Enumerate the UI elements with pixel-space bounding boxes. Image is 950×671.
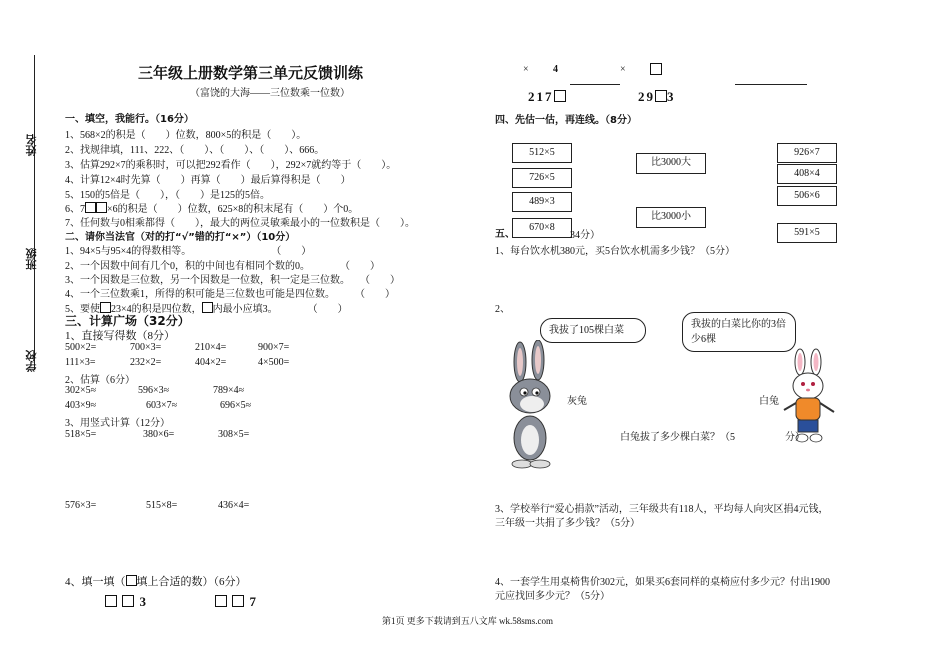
part5-question-3-line-1: 3、学校举行“爱心捐款”活动，三年级共有118人，平均每人向灾区捐4元钱， bbox=[495, 504, 829, 515]
estimate-item: 403×9≈ bbox=[65, 400, 97, 411]
blank-box-icon bbox=[105, 595, 117, 607]
page-footer: 第1页 更多下载请到五八文库 wk.58sms.com bbox=[382, 616, 554, 626]
blank-box-icon bbox=[96, 202, 107, 213]
part5-heading-pre: 五、 bbox=[495, 229, 515, 240]
compare-box-less[interactable]: 比3000小 bbox=[636, 207, 706, 228]
white-rabbit-speech-bubble: 我拔的白菜比你的3倍少6棵 bbox=[682, 312, 796, 352]
result-2-digits: 29 bbox=[638, 89, 655, 104]
part1-item-7: 7、任何数与0相乘都得（ ），最大的两位灵敏乘最小的一位数积是（ ）。 bbox=[65, 218, 415, 229]
estimate-box-left[interactable]: 489×3 bbox=[512, 192, 572, 212]
part5-question-1: 1、每台饮水机380元，买5台饮水机需多少钱？（5分） bbox=[495, 246, 735, 257]
times-sign-1: × bbox=[523, 64, 529, 75]
calc-rule-1 bbox=[570, 84, 620, 85]
part2-item-3: 3、一个因数是三位数，另一个因数是一位数，积一定是三位数。 （ ） bbox=[65, 275, 400, 286]
part5-heading-post: 34分） bbox=[570, 230, 600, 241]
part1-item-3: 3、估算292×7的乘积时，可以把292看作（ ），292×7就约等于（ ）。 bbox=[65, 160, 397, 171]
fill-in-a bbox=[105, 594, 148, 610]
estimate-box-left[interactable]: 512×5 bbox=[512, 143, 572, 163]
compare-box-greater[interactable]: 比3000大 bbox=[636, 153, 706, 174]
blank-box-icon bbox=[650, 63, 662, 75]
part1-item-6-post: ×6的积是（ ）位数，625×8的积末尾有（ ）个0。 bbox=[107, 204, 359, 215]
blank-box-icon bbox=[202, 302, 213, 313]
estimate-box-right[interactable]: 926×7 bbox=[777, 143, 837, 163]
grey-rabbit-speech-bubble: 我拔了105棵白菜 bbox=[540, 318, 646, 343]
part1-item-2: 2、找规律填，111、222、（ ）、（ ）、（ ）、666。 bbox=[65, 145, 325, 156]
part2-item-4: 4、一个三位数乘1，所得的积可能是三位数也可能是四位数。 （ ） bbox=[65, 289, 395, 300]
part2-item-1: 1、94×5与95×4的得数相等。 （ ） bbox=[65, 246, 312, 257]
part3-sub3: 3、用竖式计算（12分） bbox=[65, 418, 170, 429]
margin-class-label: 班级 bbox=[25, 248, 38, 270]
times-sign-2: × bbox=[620, 64, 626, 75]
part3-heading: 三、计算广场（32分） bbox=[65, 314, 190, 328]
part1-heading: 一、填空，我能行。（16分） bbox=[65, 114, 194, 125]
vertical-calc-item: 436×4= bbox=[218, 500, 250, 511]
calc-rule-2 bbox=[735, 84, 807, 85]
direct-calc-item: 4×500= bbox=[258, 357, 290, 368]
margin-binding-line bbox=[34, 55, 35, 370]
blank-box-icon bbox=[215, 595, 227, 607]
estimate-box-left[interactable]: 726×5 bbox=[512, 168, 572, 188]
part5-question-4-line-1: 4、一套学生用桌椅售价302元，如果买6套同样的桌椅应付多少元？付出1900 bbox=[495, 577, 830, 588]
estimate-item: 596×3≈ bbox=[138, 385, 170, 396]
grey-rabbit-name: 灰兔 bbox=[567, 396, 587, 407]
grey-rabbit-icon bbox=[496, 340, 568, 470]
result-2-last: 3 bbox=[667, 89, 676, 104]
estimate-box-right[interactable]: 506×6 bbox=[777, 186, 837, 206]
blank-box-icon bbox=[655, 90, 667, 102]
direct-calc-item: 900×7= bbox=[258, 342, 290, 353]
blank-box-icon bbox=[126, 575, 137, 586]
fill-in-a-digit: 3 bbox=[139, 594, 148, 609]
vertical-calc-item: 380×6= bbox=[143, 429, 175, 440]
estimate-box-left[interactable]: 670×8 bbox=[512, 218, 572, 238]
blank-box-icon bbox=[122, 595, 134, 607]
part4-heading: 四、先估一估，再连线。（8分） bbox=[495, 115, 637, 126]
direct-calc-item: 404×2= bbox=[195, 357, 227, 368]
part2-heading: 二、请你当法官（对的打“√”错的打“×”）（10分） bbox=[65, 232, 296, 243]
factor-four: 4 bbox=[553, 64, 558, 75]
estimate-item: 789×4≈ bbox=[213, 385, 245, 396]
estimate-item: 696×5≈ bbox=[220, 400, 252, 411]
part1-item-1: 1、568×2的积是（ ）位数，800×5的积是（ ）。 bbox=[65, 130, 307, 141]
fill-in-b bbox=[215, 594, 258, 610]
vertical-calc-item: 515×8= bbox=[146, 500, 178, 511]
blank-box-icon bbox=[232, 595, 244, 607]
part1-item-6-pre: 6、7 bbox=[65, 204, 85, 215]
part2-item-5-post: 内最小应填3。 （ ） bbox=[212, 304, 348, 315]
part3-sub4-pre: 4、填一填（ bbox=[65, 576, 126, 588]
margin-school-label: 学校 bbox=[25, 350, 38, 372]
part5-question-3-line-2: 三年级一共捐了多少钱？（5分） bbox=[495, 518, 640, 529]
part5-question-4-line-2: 元应找回多少元？（5分） bbox=[495, 591, 610, 602]
vertical-calc-item: 518×5= bbox=[65, 429, 97, 440]
estimate-item: 603×7≈ bbox=[146, 400, 178, 411]
white-rabbit-name: 白兔 bbox=[759, 396, 779, 407]
part3-sub4 bbox=[65, 573, 247, 589]
margin-name-label: 姓名 bbox=[25, 134, 38, 156]
direct-calc-item: 111×3= bbox=[65, 357, 96, 368]
estimate-box-right[interactable]: 408×4 bbox=[777, 164, 837, 184]
vertical-calc-item: 576×3= bbox=[65, 500, 97, 511]
part5-question-2: 白兔拔了多少棵白菜？（5 分） bbox=[620, 432, 805, 443]
vertical-calc-item: 308×5= bbox=[218, 429, 250, 440]
result-2 bbox=[638, 89, 676, 105]
part2-item-5-mid: 23×4的积是四位数， bbox=[111, 304, 202, 315]
page-subtitle: （富饶的大海——三位数乘一位数） bbox=[190, 88, 350, 99]
part1-item-6 bbox=[65, 200, 358, 215]
result-1-digits: 217 bbox=[528, 89, 554, 104]
page-title: 三年级上册数学第三单元反馈训练 bbox=[138, 64, 364, 82]
part3-sub4-post: 填上合适的数）（6分） bbox=[136, 576, 247, 588]
part1-item-4: 4、计算12×4时先算（ ）再算（ ）最后算得积是（ ） bbox=[65, 175, 351, 186]
estimate-item: 302×5≈ bbox=[65, 385, 97, 396]
part2-item-5-pre: 5、要使 bbox=[65, 304, 100, 315]
direct-calc-item: 700×3= bbox=[130, 342, 162, 353]
part3-sub2: 2、估算（6分） bbox=[65, 375, 135, 386]
blank-box-icon bbox=[554, 90, 566, 102]
result-1 bbox=[528, 89, 566, 105]
part1-item-5: 5、150的5倍是（ ），（ ）是125的5倍。 bbox=[65, 190, 270, 201]
direct-calc-item: 500×2= bbox=[65, 342, 97, 353]
part5-question-2-label: 2、 bbox=[495, 304, 510, 315]
part2-item-2: 2、一个因数中间有几个0，积的中间也有相同个数的0。 （ ） bbox=[65, 261, 380, 272]
fill-in-b-digit: 7 bbox=[249, 594, 258, 609]
estimate-box-right[interactable]: 591×5 bbox=[777, 223, 837, 243]
blank-box-icon bbox=[85, 202, 96, 213]
direct-calc-item: 232×2= bbox=[130, 357, 162, 368]
part3-sub1: 1、直接写得数（8分） bbox=[65, 330, 175, 342]
direct-calc-item: 210×4= bbox=[195, 342, 227, 353]
